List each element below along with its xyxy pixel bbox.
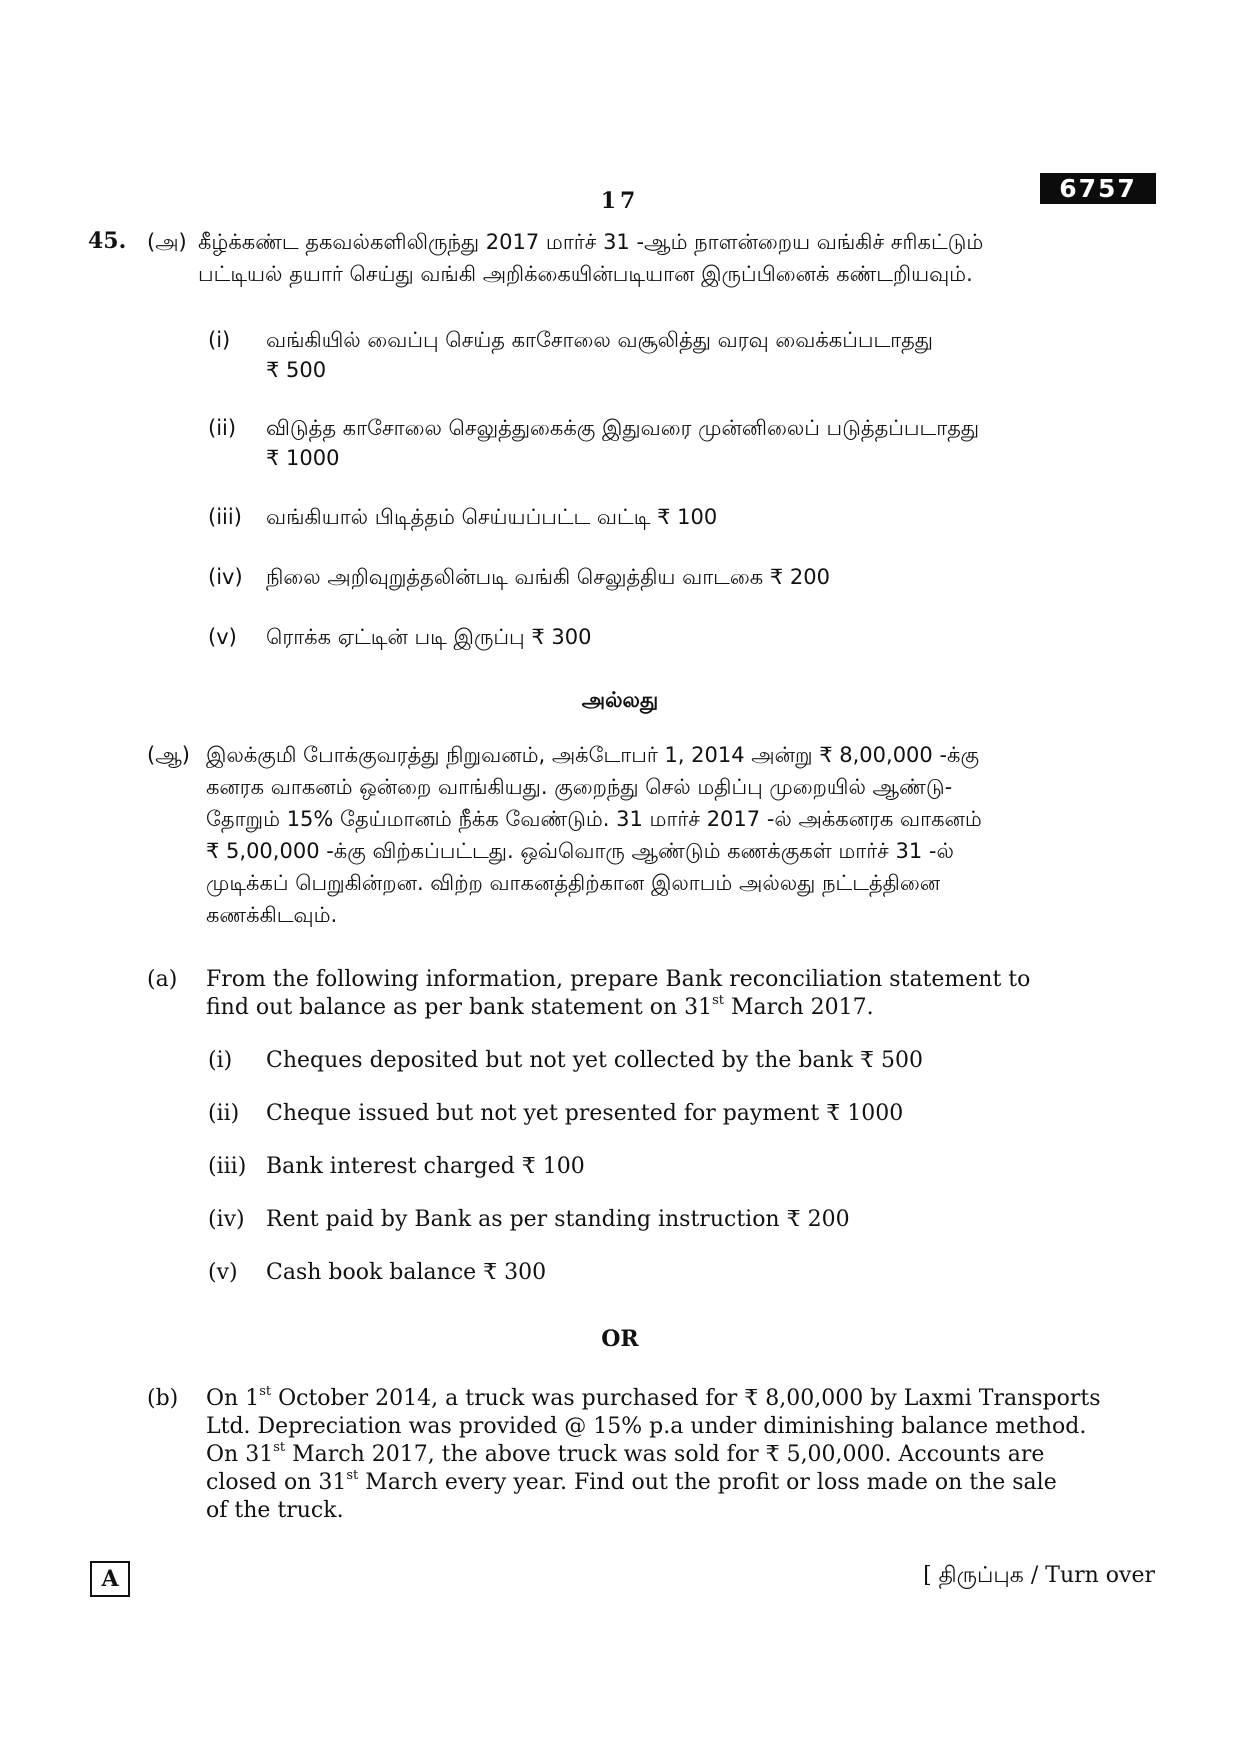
english-item-label: (ii) [208,1101,240,1126]
tamil-part-a-label: (அ) [147,230,187,254]
english-item-text: Cash book balance ₹ 300 [266,1260,547,1285]
tamil-item-label: (iii) [208,505,242,529]
english-part-b-line: On 1st October 2014, a truck was purchased for ₹ 8,00,000 by Laxmi Transports [206,1383,1101,1411]
question-number: 45. [88,228,127,254]
tamil-part-b-label: (ஆ) [147,743,190,767]
tamil-part-b-line: கணக்கிடவும். [206,903,338,927]
english-item-label: (iv) [208,1207,245,1232]
tamil-item-amount: ₹ 1000 [266,446,340,470]
paper-code-badge: 6757 [1040,173,1156,204]
english-part-b-label: (b) [147,1386,179,1411]
tamil-part-b-line: கனரக வாகனம் ஒன்றை வாங்கியது. குறைந்து செல் மதிப்பு முறையில் ஆண்டு- [206,775,953,799]
page-number: 17 [600,188,640,214]
english-part-b-line: closed on 31st March every year. Find out the profit or loss made on the sale [206,1467,1057,1495]
english-part-b-line: On 31st March 2017, the above truck was sold for ₹ 5,00,000. Accounts are [206,1439,1045,1467]
english-item-text: Rent paid by Bank as per standing instruction ₹ 200 [266,1207,850,1232]
tamil-item-text: வங்கியால் பிடித்தம் செய்யப்பட்ட வட்டி ₹ 100 [266,505,718,529]
turn-over-note: [ திருப்புக / Turn over [923,1563,1155,1588]
tamil-item-text: விடுத்த காசோலை செலுத்துகைக்கு இதுவரை முன்னிலைப் படுத்தப்படாதது [266,416,980,440]
tamil-item-label: (v) [208,625,237,649]
english-item-text: Bank interest charged ₹ 100 [266,1154,585,1179]
tamil-item-text: நிலை அறிவுறுத்தலின்படி வங்கி செலுத்திய வாடகை ₹ 200 [266,565,830,589]
english-part-a-line1: From the following information, prepare Bank reconciliation statement to [206,967,1031,992]
tamil-item-text: வங்கியில் வைப்பு செய்த காசோலை வசூலித்து வரவு வைக்கப்படாதது [266,328,934,352]
english-part-b-line: of the truck. [206,1498,344,1523]
tamil-item-label: (iv) [208,565,243,589]
tamil-or-heading: அல்லது [581,688,659,712]
tamil-part-a-line2: பட்டியல் தயார் செய்து வங்கி அறிக்கையின்படியான இருப்பினைக் கண்டறியவும். [198,262,973,286]
english-part-a-line2: find out balance as per bank statement on 31st March 2017. [206,992,874,1020]
english-item-label: (v) [208,1260,238,1285]
tamil-item-amount: ₹ 500 [266,358,327,382]
tamil-part-b-line: தோறும் 15% தேய்மானம் நீக்க வேண்டும். 31 மார்ச் 2017 -ல் அக்கனரக வாகனம் [206,807,982,831]
english-item-text: Cheque issued but not yet presented for payment ₹ 1000 [266,1101,904,1126]
tamil-part-b-line: ₹ 5,00,000 -க்கு விற்கப்பட்டது. ஒவ்வொரு ஆண்டும் கணக்குகள் மார்ச் 31 -ல் [206,839,954,863]
english-part-b-line: Ltd. Depreciation was provided @ 15% p.a under diminishing balance method. [206,1414,1087,1439]
english-item-label: (i) [208,1048,233,1073]
english-item-text: Cheques deposited but not yet collected by the bank ₹ 500 [266,1048,924,1073]
tamil-item-text: ரொக்க ஏட்டின் படி இருப்பு ₹ 300 [266,625,592,649]
tamil-part-a-line1: கீழ்க்கண்ட தகவல்களிலிருந்து 2017 மார்ச் 31 -ஆம் நாளன்றைய வங்கிச் சரிகட்டும் [198,230,984,254]
series-box: A [90,1561,130,1597]
tamil-part-b-line: முடிக்கப் பெறுகின்றன. விற்ற வாகனத்திற்கான இலாபம் அல்லது நட்டத்தினை [206,871,941,895]
tamil-item-label: (ii) [208,416,237,440]
english-part-a-label: (a) [147,967,178,992]
english-or-heading: OR [601,1326,639,1352]
english-item-label: (iii) [208,1154,247,1179]
tamil-part-b-line: இலக்குமி போக்குவரத்து நிறுவனம், அக்டோபர் 1, 2014 அன்று ₹ 8,00,000 -க்கு [206,743,980,767]
tamil-item-label: (i) [208,328,231,352]
